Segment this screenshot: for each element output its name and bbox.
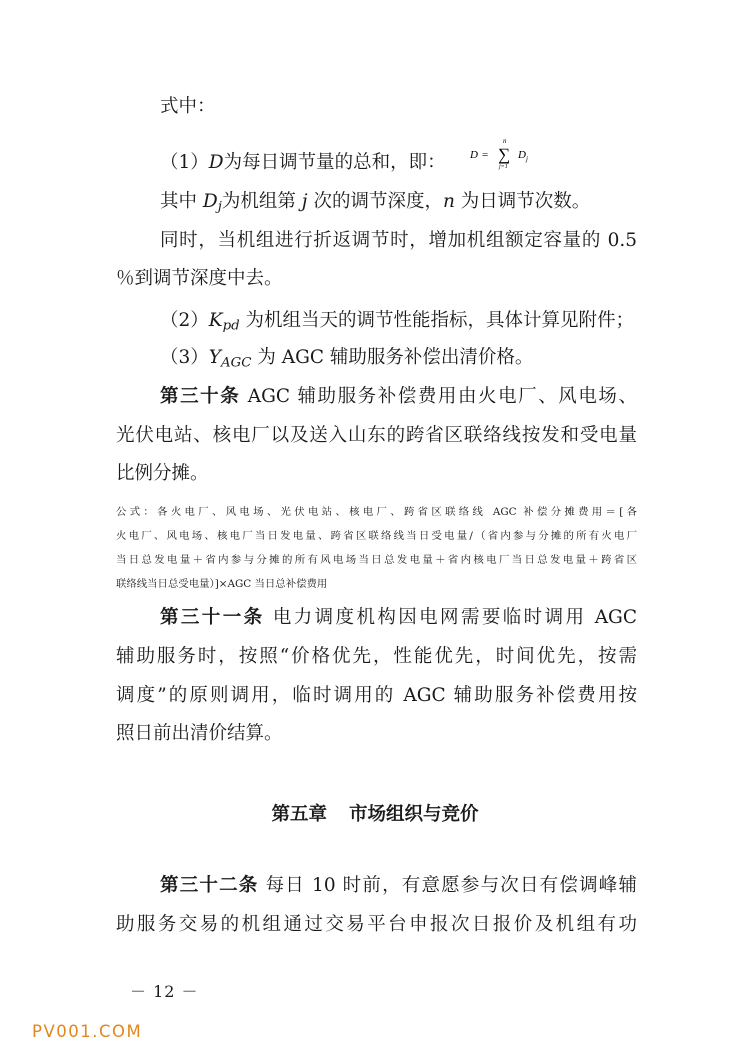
chapter-heading xyxy=(0,800,750,826)
article-32-title: 第三十二条 xyxy=(160,875,259,896)
sum-formula xyxy=(466,134,546,172)
meanwhile-line-2: ％到调节深度中去。 xyxy=(116,268,283,289)
chapter-number: 第五章 xyxy=(271,804,327,825)
where-label: 式中： xyxy=(160,96,216,117)
formula-note-line-3: 当日总发电量＋省内参与分摊的所有风电场当日总发电量＋省内核电厂当日总发电量＋跨省区 xyxy=(116,554,637,566)
article-30-text-1: AGC 辅助服务补偿费用由火电厂、风电场、 xyxy=(240,386,637,407)
article-31-text-1: 电力调度机构因电网需要临时调用 AGC xyxy=(264,607,637,628)
where-dj-c: 次的调节深度， xyxy=(313,191,443,212)
formula-sigma: ∑ xyxy=(498,145,511,164)
where-dj-a: 其中 xyxy=(160,191,198,212)
where-dj-d: 为日调节次数。 xyxy=(460,191,591,212)
article-31-line-4: 照日前出清价结算。 xyxy=(116,723,283,744)
item-2-text: 为机组当天的调节性能指标，具体计算见附件； xyxy=(245,310,635,331)
formula-note-line-1: 公式：各火电厂、风电场、光伏电站、核电厂、跨省区联络线 AGC 补偿分摊费用＝[各 xyxy=(116,506,637,518)
chapter-title: 市场组织与竞价 xyxy=(349,804,479,825)
n-var: n xyxy=(442,191,455,212)
item-3-index: （3） xyxy=(160,347,209,368)
formula-term: D xyxy=(518,149,526,161)
kpd-sub: pd xyxy=(222,318,240,334)
article-32-text-1: 每日 10 时前，有意愿参与次日有偿调峰辅 xyxy=(258,875,637,896)
where-dj xyxy=(160,190,590,219)
article-31-title: 第三十一条 xyxy=(160,607,265,628)
j-var: j xyxy=(301,191,308,212)
article-30-line-1 xyxy=(160,385,637,409)
item-1-index: （1） xyxy=(160,152,209,173)
article-30-title: 第三十条 xyxy=(160,386,241,407)
formula-note-line-2: 火电厂、风电场、核电厂当日发电量、跨省区联络线当日受电量/（省内参与分摊的所有火电厂 xyxy=(116,530,637,542)
article-31-line-3: 调度”的原则调用，临时调用的 AGC 辅助服务补偿费用按 xyxy=(116,685,637,706)
item-2-index: （2） xyxy=(160,310,209,331)
dj-var: D xyxy=(202,191,218,212)
article-32-line-1 xyxy=(160,874,637,898)
where-dj-b: 为机组第 xyxy=(221,191,296,212)
item-1-text: 为每日调节量的总和，即： xyxy=(223,152,446,173)
dj-sub: j xyxy=(217,199,222,215)
page-number: － 12 － xyxy=(130,982,199,1001)
article-30-line-2: 光伏电站、核电厂以及送入山东的跨省区联络线按发和受电量 xyxy=(116,425,637,446)
yagc-sub: AGC xyxy=(221,355,252,371)
kpd-var: K xyxy=(208,310,223,331)
meanwhile-line-1: 同时，当机组进行折返调节时，增加机组额定容量的 0.5 xyxy=(160,230,637,251)
formula-lhs: D xyxy=(470,149,478,161)
article-30-line-3: 比例分摊。 xyxy=(116,463,209,484)
item-3 xyxy=(160,346,533,375)
yagc-var: Y xyxy=(208,347,221,368)
article-31-line-2: 辅助服务时，按照“价格优先，性能优先，时间优先，按需 xyxy=(116,646,637,667)
watermark: PV001.COM xyxy=(32,1022,143,1041)
item-1-variable: D xyxy=(208,152,224,173)
formula-upper-limit: n xyxy=(503,137,507,145)
item-1 xyxy=(160,151,446,175)
formula-equals: = xyxy=(482,149,489,161)
formula-note-line-4: 联络线当日总受电量）]×AGC 当日总补偿费用 xyxy=(116,578,328,590)
article-32-line-2: 助服务交易的机组通过交易平台申报次日报价及机组有功 xyxy=(116,914,637,935)
article-31-line-1 xyxy=(160,606,637,630)
item-3-text: 为 AGC 辅助服务补偿出清价格。 xyxy=(257,347,534,368)
formula-term-sub: j xyxy=(526,155,528,163)
item-2 xyxy=(160,309,634,338)
formula-lower-limit: j=1 xyxy=(499,164,508,170)
